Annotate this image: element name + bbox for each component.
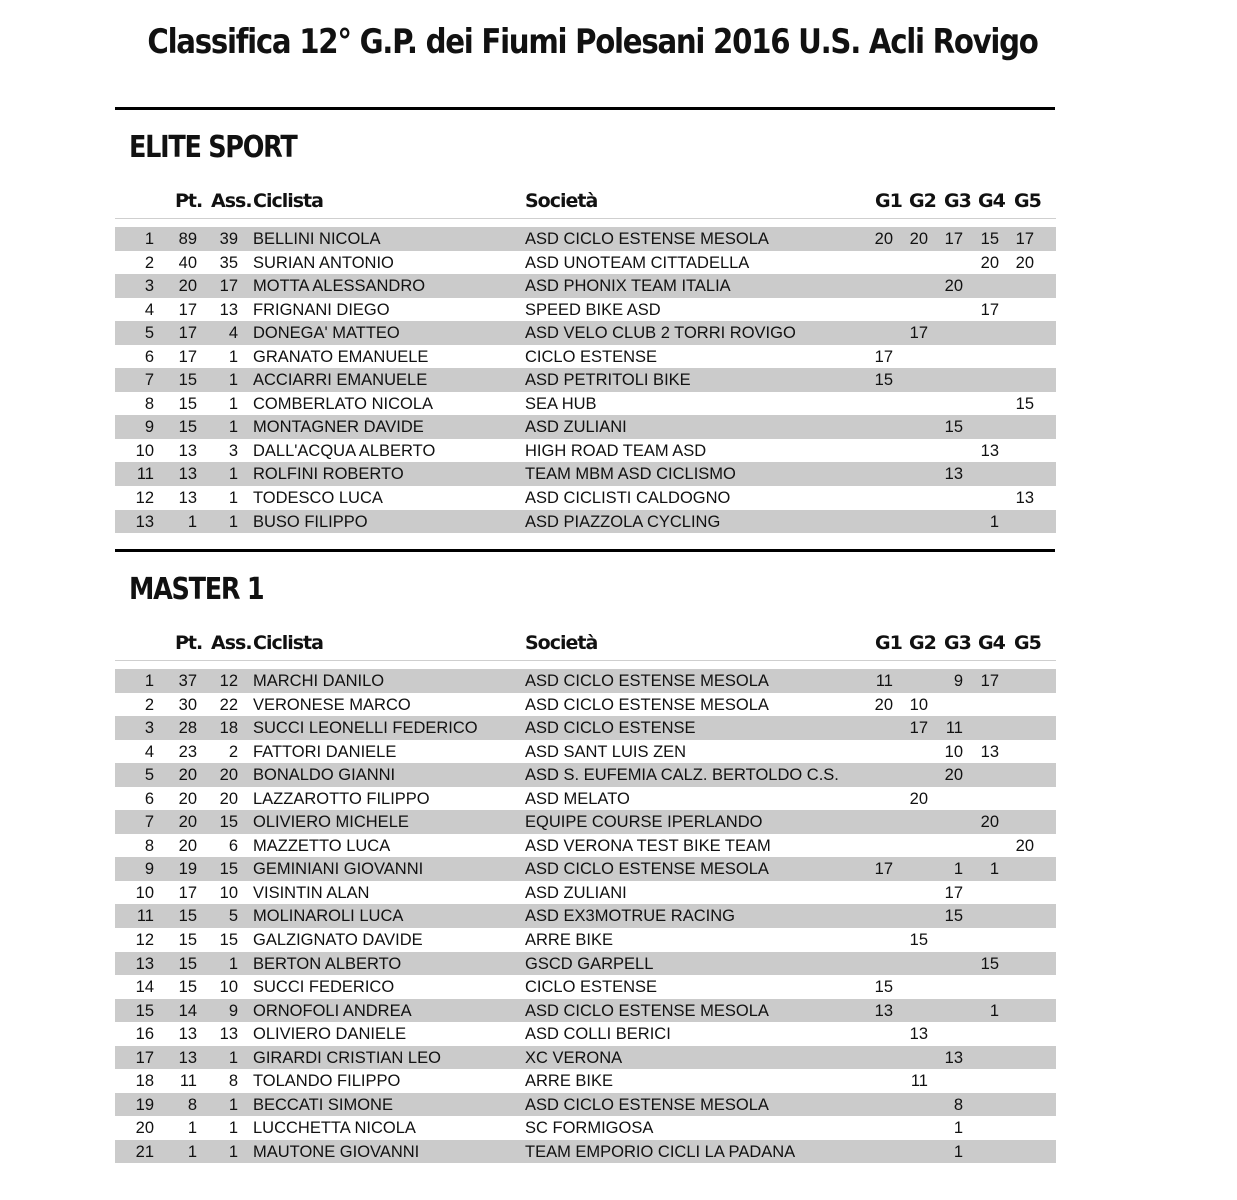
cell-g2: 11	[910, 1072, 928, 1091]
cell-pos: 5	[144, 324, 154, 343]
cell-pt: 40	[178, 253, 197, 272]
cell-team: ASD CICLO ESTENSE MESOLA	[525, 695, 769, 714]
cell-team: SEA HUB	[525, 394, 597, 413]
cell-ass: 1	[228, 418, 238, 437]
cell-g1: 17	[874, 860, 893, 879]
results-table-elite	[115, 227, 1056, 533]
cell-team: SC FORMIGOSA	[525, 1119, 654, 1138]
table-row	[115, 392, 1056, 416]
cell-team: ASD S. EUFEMIA CALZ. BERTOLDO C.S.	[525, 766, 839, 785]
table-row	[115, 834, 1056, 858]
cell-team: HIGH ROAD TEAM ASD	[525, 441, 707, 460]
cell-name: MAZZETTO LUCA	[253, 836, 391, 855]
cell-pos: 8	[144, 394, 154, 413]
cell-team: ASD CICLO ESTENSE MESOLA	[525, 1001, 769, 1020]
table-row	[115, 857, 1056, 881]
cell-g1: 17	[874, 347, 893, 366]
cell-name: VERONESE MARCO	[253, 695, 411, 714]
cell-g1: 20	[874, 230, 893, 248]
table-row	[115, 669, 1056, 693]
cell-ass: 1	[228, 1095, 238, 1114]
header-pt: Pt.	[175, 632, 203, 654]
cell-name: TOLANDO FILIPPO	[253, 1072, 401, 1091]
header-g2: G2	[909, 632, 936, 654]
cell-g4: 15	[980, 954, 999, 973]
cell-g1: 15	[874, 371, 893, 390]
table-row	[115, 1093, 1056, 1117]
divider	[115, 107, 1055, 110]
cell-g3: 1	[953, 1142, 963, 1161]
cell-g3: 9	[953, 672, 963, 690]
cell-team: ASD CICLO ESTENSE MESOLA	[525, 230, 769, 248]
cell-pt: 37	[178, 672, 197, 690]
cell-team: ASD PIAZZOLA CYCLING	[525, 512, 721, 531]
results-table-master	[115, 669, 1056, 1163]
cell-pos: 5	[144, 766, 154, 785]
cell-ass: 20	[219, 789, 238, 808]
cell-pt: 20	[178, 813, 197, 832]
cell-name: MAUTONE GIOVANNI	[253, 1142, 420, 1161]
table-row	[115, 952, 1056, 976]
cell-g4: 17	[980, 672, 999, 690]
cell-pos: 2	[144, 695, 154, 714]
cell-team: TEAM EMPORIO CICLI LA PADANA	[525, 1142, 796, 1161]
cell-name: DALL'ACQUA ALBERTO	[253, 441, 436, 460]
cell-pos: 8	[144, 836, 154, 855]
cell-team: SPEED BIKE ASD	[525, 300, 661, 319]
cell-pt: 17	[178, 347, 197, 366]
cell-pos: 9	[144, 418, 154, 437]
cell-pos: 16	[135, 1025, 154, 1044]
cell-pos: 18	[135, 1072, 154, 1091]
cell-ass: 1	[228, 394, 238, 413]
cell-g2: 20	[909, 789, 928, 808]
cell-pt: 13	[178, 441, 197, 460]
cell-ass: 1	[228, 347, 238, 366]
cell-pt: 13	[178, 1025, 197, 1044]
cell-name: MONTAGNER DAVIDE	[253, 418, 424, 437]
cell-g3: 10	[944, 742, 963, 761]
cell-g5: 13	[1015, 489, 1034, 508]
header-g3: G3	[944, 632, 971, 654]
cell-pos: 1	[144, 672, 154, 690]
header-ciclista: Ciclista	[253, 190, 323, 212]
cell-pt: 15	[178, 931, 197, 950]
cell-pos: 12	[135, 931, 154, 950]
table-row	[115, 716, 1056, 740]
cell-g3: 17	[944, 230, 963, 248]
cell-name: BELLINI NICOLA	[253, 230, 381, 248]
cell-pt: 17	[178, 300, 197, 319]
cell-name: DONEGA' MATTEO	[253, 324, 400, 343]
cell-pt: 14	[178, 1001, 197, 1020]
cell-team: ASD CICLO ESTENSE MESOLA	[525, 672, 769, 690]
table-row	[115, 251, 1056, 275]
table-row	[115, 298, 1056, 322]
cell-g4: 15	[980, 230, 999, 248]
cell-pt: 15	[178, 418, 197, 437]
cell-team: ARRE BIKE	[525, 1072, 614, 1091]
cell-g1: 20	[874, 695, 893, 714]
cell-pt: 20	[178, 789, 197, 808]
cell-g3: 15	[944, 418, 963, 437]
header-g2: G2	[909, 190, 936, 212]
cell-ass: 1	[228, 489, 238, 508]
table-row	[115, 881, 1056, 905]
cell-g5: 20	[1015, 253, 1034, 272]
cell-g2: 17	[909, 719, 928, 738]
cell-team: ARRE BIKE	[525, 931, 614, 950]
cell-team: ASD CICLO ESTENSE MESOLA	[525, 1095, 769, 1114]
cell-name: MARCHI DANILO	[253, 672, 385, 690]
cell-name: TODESCO LUCA	[253, 489, 383, 508]
cell-pt: 15	[178, 907, 197, 926]
cell-pos: 11	[136, 465, 154, 484]
cell-pt: 11	[179, 1072, 197, 1091]
table-row	[115, 1046, 1056, 1070]
cell-name: MOLINAROLI LUCA	[253, 907, 404, 926]
cell-pos: 3	[144, 277, 154, 296]
cell-pt: 23	[178, 742, 197, 761]
cell-g2: 10	[909, 695, 928, 714]
table-row	[115, 1140, 1056, 1164]
cell-name: BECCATI SIMONE	[253, 1095, 393, 1114]
cell-pos: 4	[144, 300, 154, 319]
cell-pos: 7	[144, 371, 154, 390]
cell-ass: 13	[219, 300, 238, 319]
cell-g5: 20	[1015, 836, 1034, 855]
cell-ass: 4	[228, 324, 238, 343]
cell-g2: 13	[909, 1025, 928, 1044]
cell-g2: 15	[909, 931, 928, 950]
cell-pt: 20	[178, 277, 197, 296]
cell-pos: 1	[144, 230, 154, 248]
cell-name: BERTON ALBERTO	[253, 954, 402, 973]
cell-g2: 17	[909, 324, 928, 343]
header-ciclista: Ciclista	[253, 632, 323, 654]
cell-ass: 15	[219, 860, 238, 879]
header-ass: Ass.	[211, 632, 252, 654]
cell-ass: 20	[219, 766, 238, 785]
cell-pos: 20	[135, 1119, 154, 1138]
header-societa: Società	[525, 190, 598, 212]
table-row	[115, 415, 1056, 439]
cell-pos: 13	[135, 512, 154, 531]
cell-g4: 20	[980, 813, 999, 832]
cell-pos: 13	[135, 954, 154, 973]
cell-pt: 1	[187, 1142, 197, 1161]
cell-ass: 1	[228, 1048, 238, 1067]
cell-ass: 5	[228, 907, 238, 926]
cell-team: XC VERONA	[525, 1048, 623, 1067]
cell-team: ASD CICLO ESTENSE MESOLA	[525, 860, 769, 879]
cell-pt: 17	[178, 324, 197, 343]
cell-ass: 3	[228, 441, 238, 460]
cell-name: GALZIGNATO DAVIDE	[253, 931, 423, 950]
cell-g3: 20	[944, 766, 963, 785]
cell-team: ASD CICLISTI CALDOGNO	[525, 489, 731, 508]
cell-g3: 1	[953, 1119, 963, 1138]
table-row	[115, 1069, 1056, 1093]
cell-team: ASD VERONA TEST BIKE TEAM	[525, 836, 771, 855]
header-g3: G3	[944, 190, 971, 212]
cell-g4: 1	[989, 1001, 999, 1020]
cell-pt: 17	[178, 883, 197, 902]
cell-g5: 15	[1015, 394, 1034, 413]
table-row	[115, 928, 1056, 952]
cell-pos: 7	[144, 813, 154, 832]
cell-name: VISINTIN ALAN	[253, 883, 370, 902]
header-g1: G1	[875, 190, 902, 212]
cell-pt: 8	[187, 1095, 197, 1114]
cell-pt: 15	[178, 978, 197, 997]
cell-pt: 13	[178, 489, 197, 508]
cell-name: SURIAN ANTONIO	[253, 253, 394, 272]
table-row	[115, 693, 1056, 717]
table-row	[115, 763, 1056, 787]
cell-g1: 13	[874, 1001, 893, 1020]
cell-name: BONALDO GIANNI	[253, 766, 396, 785]
cell-team: EQUIPE COURSE IPERLANDO	[525, 813, 763, 832]
cell-g2: 20	[909, 230, 928, 248]
cell-pt: 30	[178, 695, 197, 714]
table-row	[115, 975, 1056, 999]
cell-pt: 20	[178, 836, 197, 855]
category-title: ELITE SPORT	[129, 130, 297, 165]
table-row	[115, 439, 1056, 463]
cell-pt: 1	[187, 1119, 197, 1138]
table-row	[115, 904, 1056, 928]
cell-pos: 2	[144, 253, 154, 272]
cell-name: OLIVIERO MICHELE	[253, 813, 409, 832]
cell-ass: 1	[228, 371, 238, 390]
cell-ass: 18	[219, 719, 238, 738]
cell-name: LUCCHETTA NICOLA	[253, 1119, 416, 1138]
cell-ass: 1	[228, 1119, 238, 1138]
cell-ass: 15	[219, 813, 238, 832]
cell-ass: 2	[228, 742, 238, 761]
cell-g4: 1	[989, 512, 999, 531]
table-row	[115, 510, 1056, 534]
cell-ass: 10	[219, 883, 238, 902]
cell-name: BUSO FILIPPO	[253, 512, 368, 531]
header-g5: G5	[1014, 632, 1041, 654]
cell-ass: 22	[219, 695, 238, 714]
table-row	[115, 345, 1056, 369]
table-row	[115, 787, 1056, 811]
cell-g3: 13	[944, 465, 963, 484]
table-row	[115, 1022, 1056, 1046]
cell-team: ASD UNOTEAM CITTADELLA	[525, 253, 750, 272]
cell-name: GEMINIANI GIOVANNI	[253, 860, 424, 879]
cell-ass: 1	[228, 465, 238, 484]
cell-g1: 11	[875, 672, 893, 690]
cell-pt: 89	[178, 230, 197, 248]
cell-name: GRANATO EMANUELE	[253, 347, 429, 366]
cell-g3: 11	[945, 719, 963, 738]
cell-ass: 15	[219, 931, 238, 950]
cell-pt: 15	[178, 954, 197, 973]
cell-team: TEAM MBM ASD CICLISMO	[525, 465, 736, 484]
cell-pt: 15	[178, 371, 197, 390]
header-g1: G1	[875, 632, 902, 654]
cell-g4: 13	[980, 441, 999, 460]
table-row	[115, 274, 1056, 298]
cell-g4: 1	[989, 860, 999, 879]
cell-pos: 10	[135, 883, 154, 902]
cell-pos: 11	[136, 907, 154, 926]
cell-team: ASD CICLO ESTENSE	[525, 719, 696, 738]
cell-g3: 8	[953, 1095, 963, 1114]
cell-g1: 15	[874, 978, 893, 997]
cell-pt: 15	[178, 394, 197, 413]
category-title: MASTER 1	[129, 572, 264, 607]
cell-name: SUCCI FEDERICO	[253, 978, 395, 997]
cell-ass: 1	[228, 1142, 238, 1161]
table-row	[115, 321, 1056, 345]
table-row	[115, 999, 1056, 1023]
cell-ass: 17	[219, 277, 238, 296]
cell-g3: 17	[944, 883, 963, 902]
cell-ass: 35	[219, 253, 238, 272]
header-societa: Società	[525, 632, 598, 654]
cell-name: FATTORI DANIELE	[253, 742, 397, 761]
cell-name: ROLFINI ROBERTO	[253, 465, 404, 484]
cell-pos: 14	[135, 978, 154, 997]
table-row	[115, 1116, 1056, 1140]
cell-g3: 13	[944, 1048, 963, 1067]
cell-g5: 17	[1015, 230, 1034, 248]
table-row	[115, 810, 1056, 834]
cell-team: ASD MELATO	[525, 789, 630, 808]
cell-pos: 9	[144, 860, 154, 879]
header-ass: Ass.	[211, 190, 252, 212]
cell-team: GSCD GARPELL	[525, 954, 654, 973]
cell-pt: 28	[178, 719, 197, 738]
cell-team: ASD SANT LUIS ZEN	[525, 742, 687, 761]
cell-name: GIRARDI CRISTIAN LEO	[253, 1048, 441, 1067]
table-header	[115, 632, 1056, 661]
cell-team: ASD PETRITOLI BIKE	[525, 371, 691, 390]
table-header	[115, 190, 1056, 219]
table-row	[115, 368, 1056, 392]
cell-name: OLIVIERO DANIELE	[253, 1025, 407, 1044]
header-g4: G4	[978, 190, 1005, 212]
cell-team: ASD ZULIANI	[525, 418, 627, 437]
cell-pt: 13	[178, 1048, 197, 1067]
cell-g4: 20	[980, 253, 999, 272]
cell-team: CICLO ESTENSE	[525, 978, 658, 997]
cell-ass: 39	[219, 230, 238, 248]
cell-ass: 10	[219, 978, 238, 997]
table-row	[115, 486, 1056, 510]
cell-pos: 15	[135, 1001, 154, 1020]
cell-ass: 9	[228, 1001, 238, 1020]
page-title: Classifica 12° G.P. dei Fiumi Polesani 2016 U.S. Acli Rovigo	[147, 22, 1038, 62]
cell-pt: 20	[178, 766, 197, 785]
header-pt: Pt.	[175, 190, 203, 212]
cell-name: LAZZAROTTO FILIPPO	[253, 789, 430, 808]
cell-pt: 13	[178, 465, 197, 484]
cell-pos: 21	[135, 1142, 154, 1161]
header-g5: G5	[1014, 190, 1041, 212]
cell-team: ASD VELO CLUB 2 TORRI ROVIGO	[525, 324, 796, 343]
cell-team: ASD EX3MOTRUE RACING	[525, 907, 735, 926]
cell-team: ASD PHONIX TEAM ITALIA	[525, 277, 731, 296]
cell-ass: 1	[228, 954, 238, 973]
divider	[115, 549, 1055, 552]
table-row	[115, 462, 1056, 486]
cell-pos: 17	[135, 1048, 154, 1067]
cell-team: CICLO ESTENSE	[525, 347, 658, 366]
cell-g3: 1	[953, 860, 963, 879]
cell-name: ACCIARRI EMANUELE	[253, 371, 428, 390]
cell-pos: 6	[144, 347, 154, 366]
cell-pt: 19	[178, 860, 197, 879]
cell-name: MOTTA ALESSANDRO	[253, 277, 426, 296]
cell-pos: 10	[135, 441, 154, 460]
cell-pt: 1	[187, 512, 197, 531]
cell-name: COMBERLATO NICOLA	[253, 394, 434, 413]
cell-name: FRIGNANI DIEGO	[253, 300, 390, 319]
cell-g4: 13	[980, 742, 999, 761]
cell-team: ASD COLLI BERICI	[525, 1025, 671, 1044]
cell-ass: 8	[228, 1072, 238, 1091]
cell-g3: 20	[944, 277, 963, 296]
cell-name: SUCCI LEONELLI FEDERICO	[253, 719, 478, 738]
cell-ass: 12	[219, 672, 238, 690]
cell-pos: 4	[144, 742, 154, 761]
cell-g3: 15	[944, 907, 963, 926]
cell-team: ASD ZULIANI	[525, 883, 627, 902]
cell-ass: 1	[228, 512, 238, 531]
cell-pos: 3	[144, 719, 154, 738]
cell-name: ORNOFOLI ANDREA	[253, 1001, 412, 1020]
cell-g4: 17	[980, 300, 999, 319]
cell-ass: 13	[219, 1025, 238, 1044]
table-row	[115, 740, 1056, 764]
table-row	[115, 227, 1056, 251]
cell-pos: 6	[144, 789, 154, 808]
header-g4: G4	[978, 632, 1005, 654]
cell-ass: 6	[228, 836, 238, 855]
cell-pos: 12	[135, 489, 154, 508]
cell-pos: 19	[135, 1095, 154, 1114]
